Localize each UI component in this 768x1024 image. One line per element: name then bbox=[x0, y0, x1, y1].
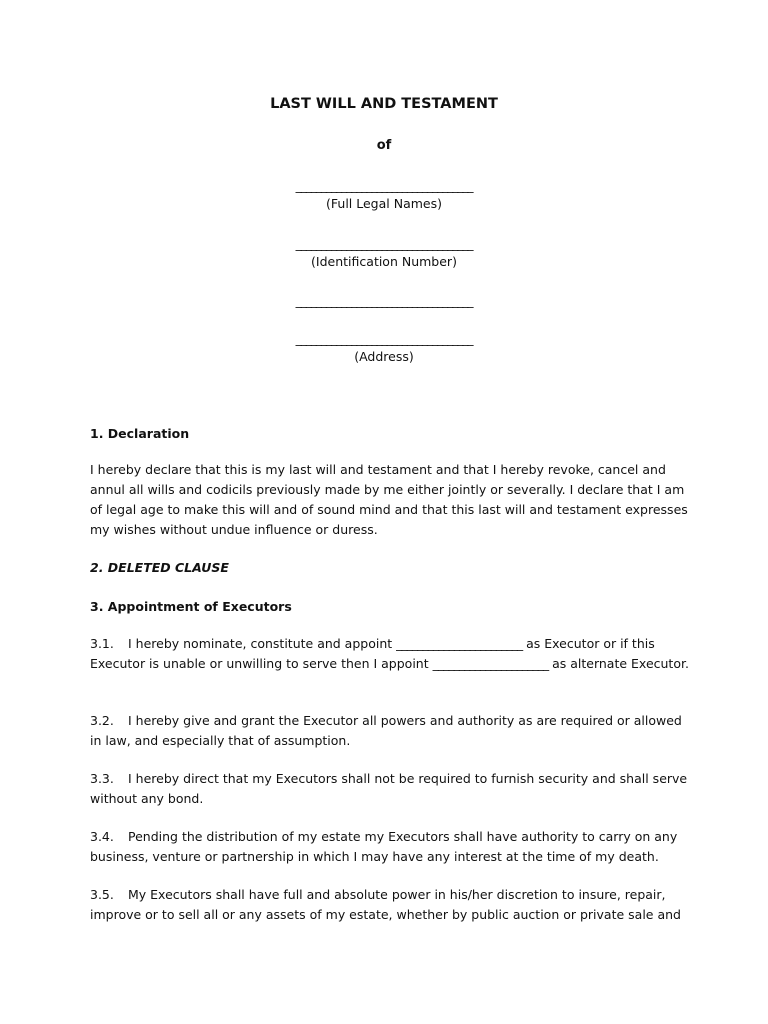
document-title: LAST WILL AND TESTAMENT bbox=[270, 96, 498, 112]
clause-3-1 bbox=[90, 634, 690, 674]
id-blank-line: ___________________________________ bbox=[295, 236, 473, 251]
executors-heading: 3. Appointment of Executors bbox=[90, 599, 292, 614]
clause-text: I hereby nominate, constitute and appoint bbox=[128, 636, 393, 651]
address-blank-line-1: ___________________________________ bbox=[295, 293, 473, 308]
clause-3-3 bbox=[90, 769, 690, 809]
executor-blank: ________________________ bbox=[396, 636, 523, 651]
name-blank-line: ___________________________________ bbox=[295, 178, 473, 193]
clause-number: 3.1. bbox=[90, 636, 114, 651]
declaration-heading: 1. Declaration bbox=[90, 426, 190, 441]
clause-text: My Executors shall have full and absolute power in his/her discretion to insure, repair, improve or to sell all or any assets of my estate, whether by public auction or private sale and bbox=[90, 887, 681, 922]
clause-number: 3.3. bbox=[90, 771, 114, 786]
full-legal-names-caption: (Full Legal Names) bbox=[326, 196, 442, 211]
clause-number: 3.5. bbox=[90, 887, 114, 902]
clause-text: as alternate Executor. bbox=[552, 656, 689, 671]
clause-number: 3.2. bbox=[90, 713, 114, 728]
alternate-executor-blank: ______________________ bbox=[432, 656, 549, 671]
clause-text: I hereby direct that my Executors shall not be required to furnish security and shall serve without any bond. bbox=[90, 771, 688, 806]
clause-3-2 bbox=[90, 711, 690, 751]
declaration-paragraph: I hereby declare that this is my last will and testament and that I hereby revoke, cancel and annul all wills and codicils previously made by me either jointly or severally. I declare that I am of legal age to make this will and of sound mind and that this last will and testament expresses my wishes without undue influence or duress. bbox=[90, 462, 688, 537]
address-caption: (Address) bbox=[354, 349, 414, 364]
identification-number-caption: (Identification Number) bbox=[311, 254, 457, 269]
clause-number: 3.4. bbox=[90, 829, 114, 844]
clause-3-5 bbox=[90, 885, 690, 925]
of-label: of bbox=[376, 138, 392, 153]
clause-text: I hereby give and grant the Executor all powers and authority as are required or allowed in law, and especially that of assumption. bbox=[90, 713, 682, 748]
clause-text: as Executor or if this Executor is unable or unwilling to serve then I appoint bbox=[90, 636, 655, 671]
deleted-clause-heading: 2. DELETED CLAUSE bbox=[90, 560, 229, 575]
address-blank-line-2: ___________________________________ bbox=[295, 331, 473, 346]
clause-text: Pending the distribution of my estate my Executors shall have authority to carry on any business, venture or partnership in which I may have any interest at the time of my death. bbox=[90, 829, 678, 864]
clause-3-4 bbox=[90, 827, 690, 867]
